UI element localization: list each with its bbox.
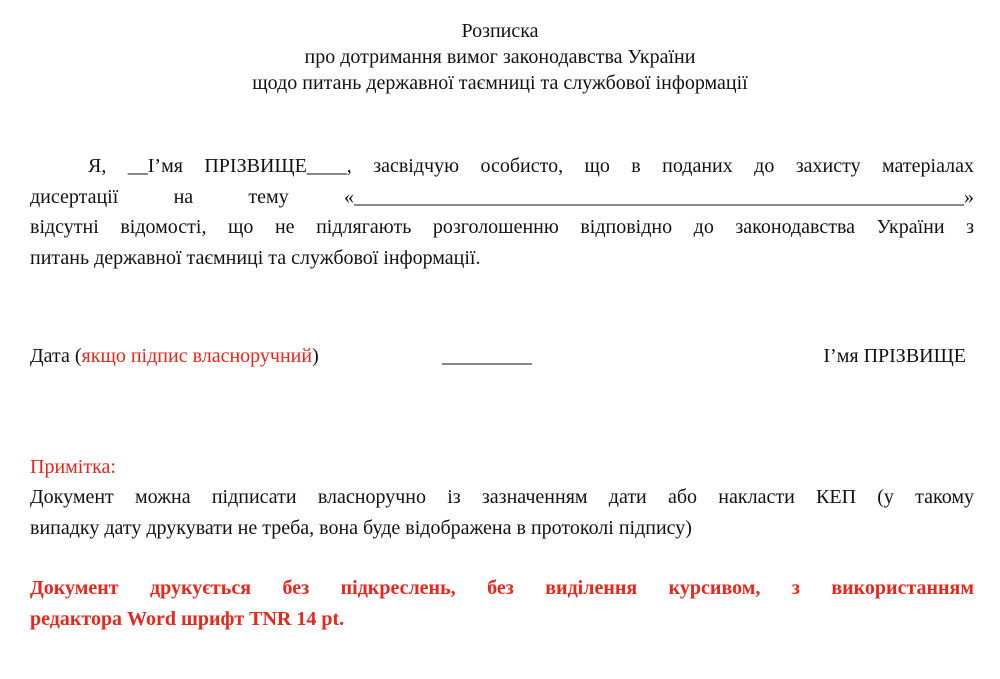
statement-paragraph — [30, 151, 974, 273]
statement-line: питань державної таємниці та службової інформації. — [30, 246, 481, 269]
note-body — [30, 482, 974, 543]
statement-line: відсутні відомості, що не підлягають розголошенню відповідно до законодавства України з — [30, 216, 974, 238]
signature-line: _________ — [442, 345, 532, 367]
note-title: Примітка: — [30, 456, 116, 478]
date-label: Дата ( — [30, 345, 82, 367]
title-heading: Розписка — [461, 20, 539, 42]
title-subtitle-line-1: про дотримання вимог законодавства України — [304, 46, 696, 68]
title-subtitle-line-2: щодо питань державної таємниці та службової інформації — [252, 72, 748, 94]
formatting-warning — [30, 573, 974, 634]
note-line: Документ можна підписати власноручно із зазначенням дати або накласти КЕП (у такому — [30, 486, 974, 508]
note-line: випадку дату друкувати не треба, вона буде відображена в протоколі підпису) — [30, 516, 692, 539]
signer-name: І’мя ПРІЗВИЩЕ — [823, 345, 966, 367]
date-hint: якщо підпис власноручний — [81, 345, 313, 367]
statement-line: Я, __І’мя ПРІЗВИЩЕ____, засвідчую особисто, що в поданих до захисту матеріалах — [88, 155, 974, 177]
date-close-paren: ) — [312, 345, 319, 367]
warning-line: Документ друкується без підкреслень, без виділення курсивом, з використанням — [30, 577, 974, 599]
statement-line: дисертації на тему «_____________________________________________________________» — [30, 185, 974, 208]
warning-line: редактора Word шрифт TNR 14 pt. — [30, 607, 345, 630]
document-title — [0, 18, 1000, 96]
date-field — [30, 343, 319, 369]
signature-row — [30, 343, 966, 369]
